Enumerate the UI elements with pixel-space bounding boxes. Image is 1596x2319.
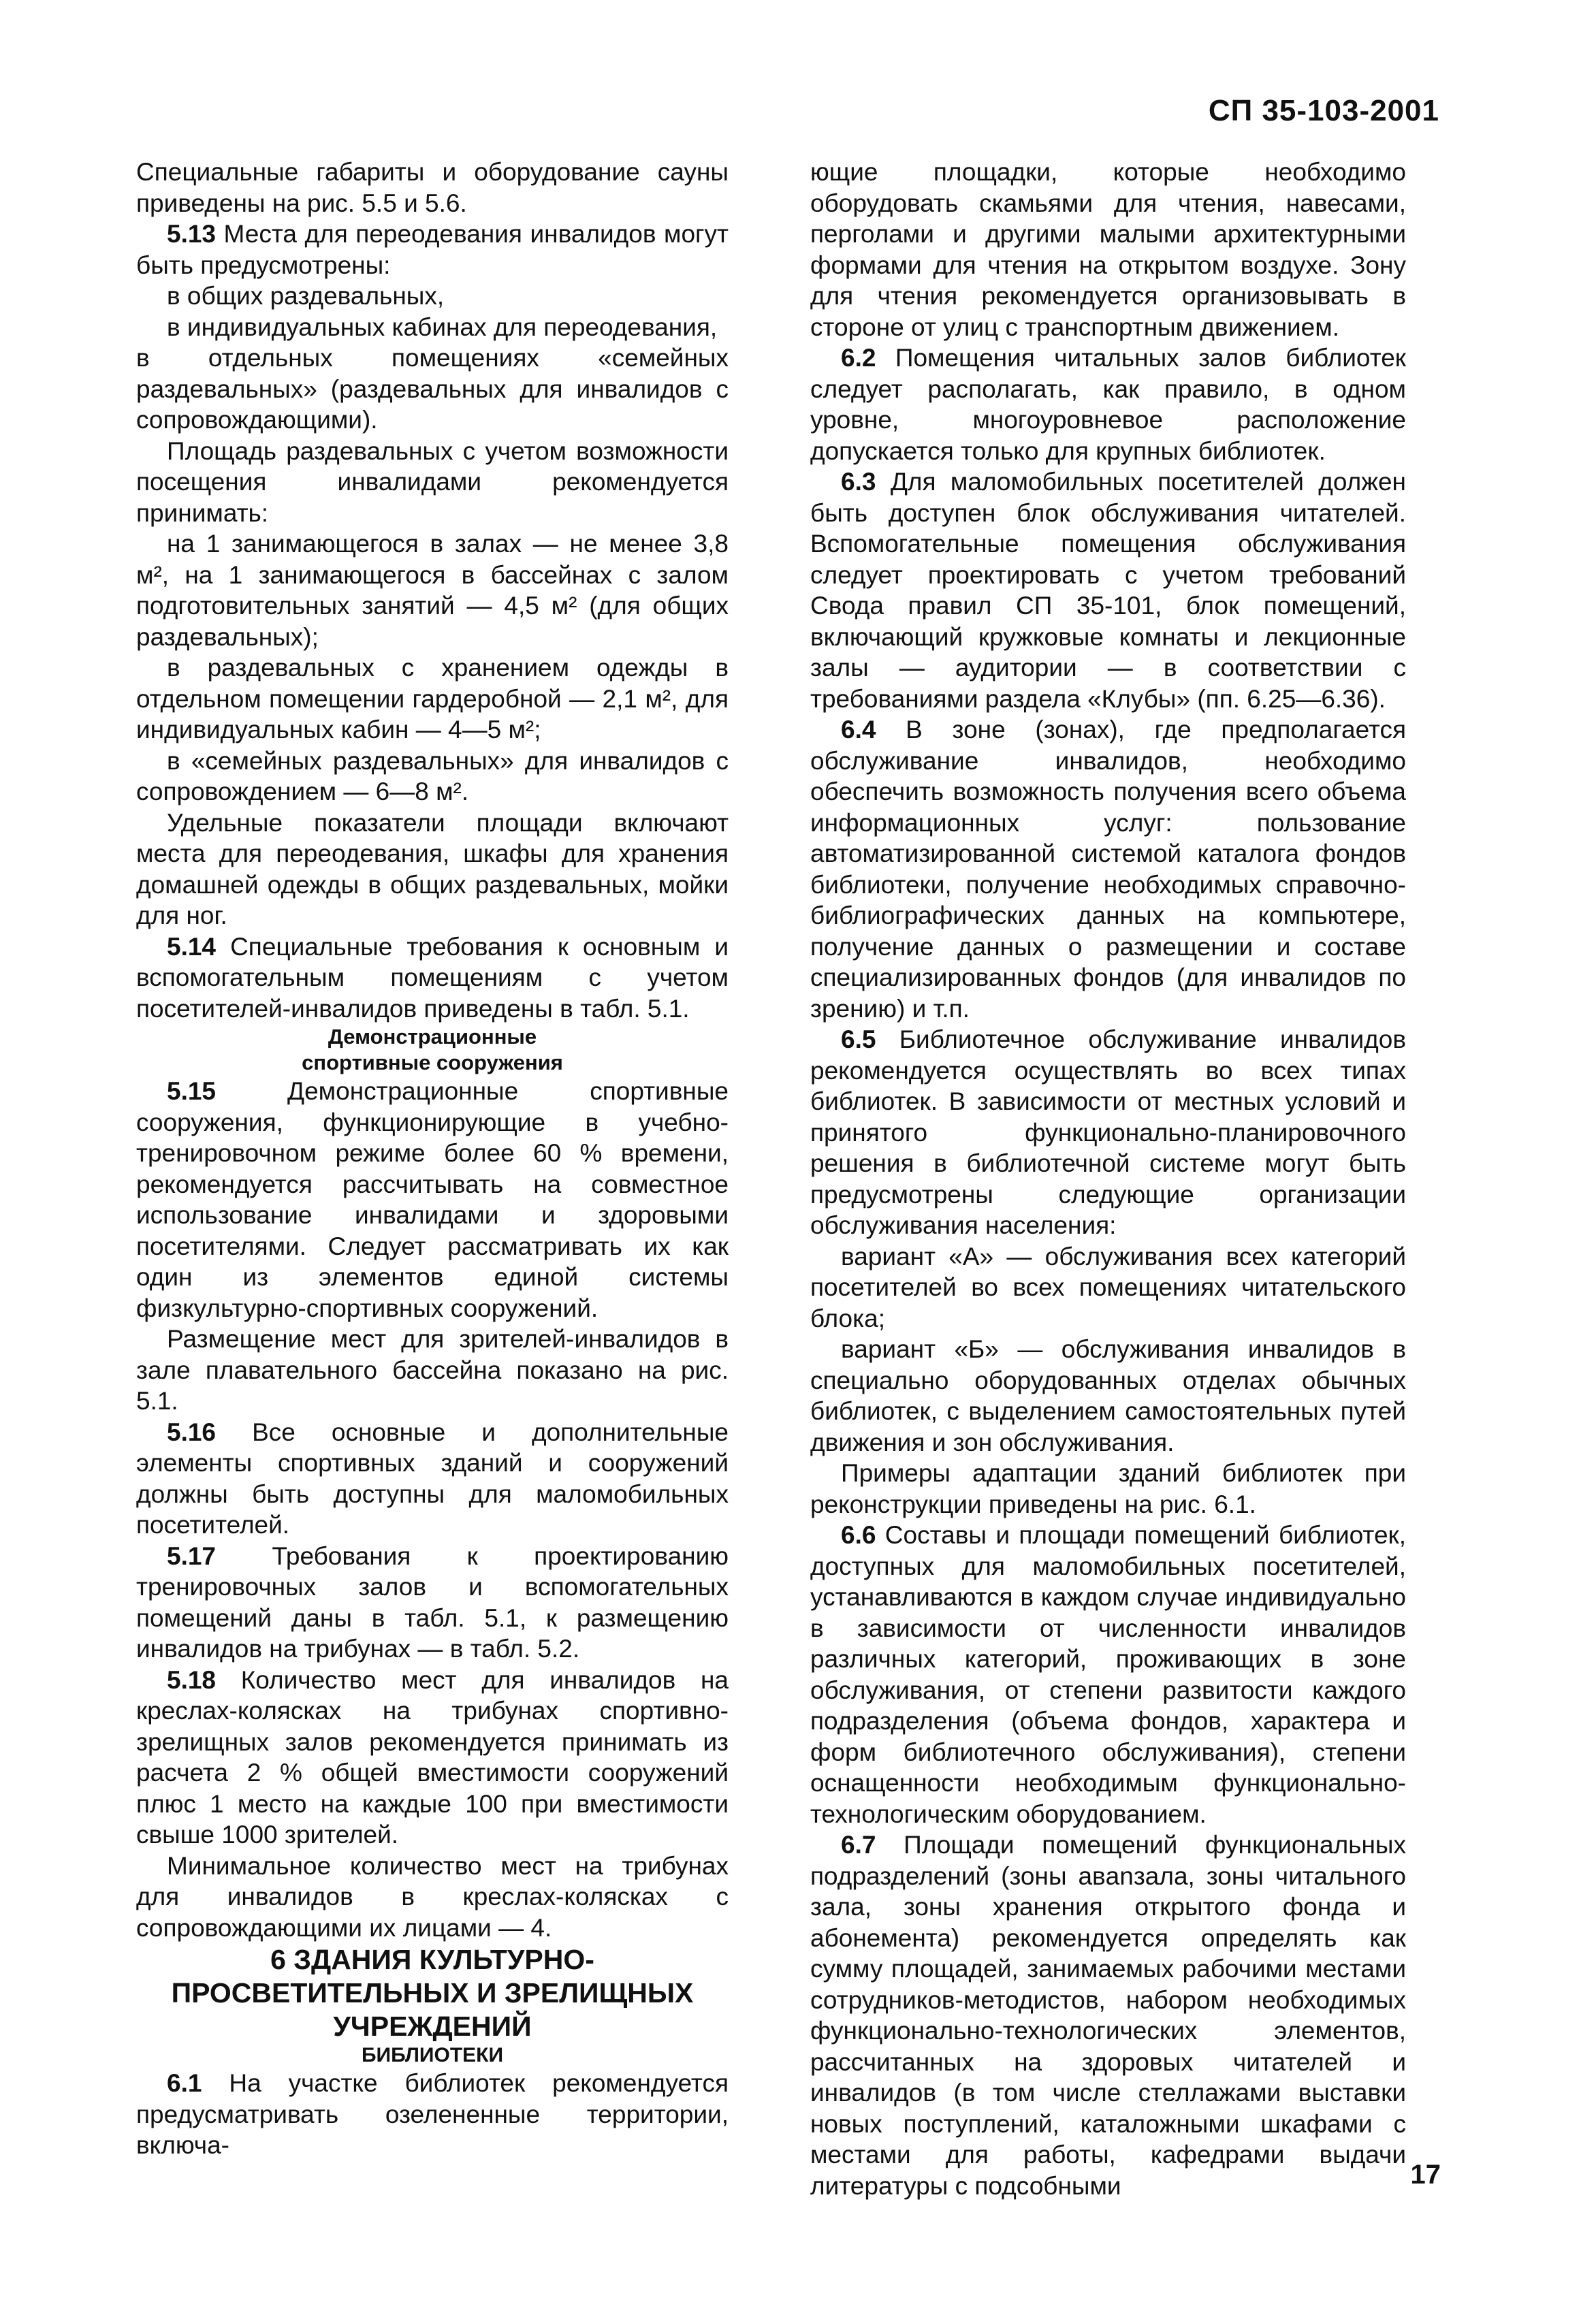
clause-text: Демонстрационные спортивные сооружения, функционирующие в учебно-тренировочном режиме более 60 % времени, рекомендуется рассчитывать на совместное использование инвалидами и здоровыми посетителями. Следует рассматривать их как один из элементов единой системы физкультурно-спортивных сооружений.: [136, 1077, 729, 1322]
clause-text: Все основные и дополнительные элементы спортивных зданий и сооружений должны быть доступны для маломобильных посетителей.: [136, 1418, 729, 1539]
clause-text: В зоне (зонах), где предполагается обслуживание инвалидов, необходимо обеспечить возможность получения всего объема информационных услуг: пользование автоматизированной системой каталога фондов библиотеки, получение необходимых справочно-библиографических данных на компьютере, получение данных о размещении и составе специализированных фондов (для инвалидов по зрению) и т.п.: [810, 716, 1406, 1023]
list-item: вариант «А» — обслуживания всех категорий посетителей во всех помещениях читательского блока;: [810, 1242, 1406, 1332]
clause-text: Библиотечное обслуживание инвалидов рекомендуется осуществлять во всех типах библиотек. В зависимости от местных условий и принятого функционально-планировочного решения в библиотечной системе могут быть предусмотрены следующие организации обслуживания населения:: [810, 1025, 1406, 1239]
clause-number: 5.16: [167, 1418, 217, 1446]
section-subheading: БИБЛИОТЕКИ: [361, 2044, 504, 2066]
clause-text: Требования к проектированию тренировочных залов и вспомогательных помещений даны в табл. 5.1, к размещению инвалидов на трибунах — в табл. 5.2.: [136, 1541, 729, 1663]
document-code: СП 35-103-2001: [1208, 94, 1439, 127]
chapter-heading-line: УЧРЕЖДЕНИЙ: [333, 2011, 532, 2042]
paragraph: Специальные габариты и оборудование сауны приведены на рис. 5.5 и 5.6.: [136, 158, 729, 217]
clause-number: 6.6: [841, 1521, 876, 1549]
clause-number: 6.3: [841, 468, 876, 496]
clause-6-6: [810, 1520, 1406, 1829]
clause-number: 6.1: [167, 2069, 202, 2097]
subheading-line: Демонстрационные: [328, 1025, 537, 1049]
clause-number: 5.15: [167, 1077, 217, 1105]
clause-5-18: [136, 1665, 729, 1851]
clause-5-16: [136, 1417, 729, 1541]
clause-6-7: [810, 1829, 1406, 2201]
clause-text: На участке библиотек рекомендуется предусматривать озелененные территории, включа-: [136, 2069, 729, 2159]
section-subheading: [136, 1024, 729, 1076]
clause-number: 5.14: [167, 932, 217, 961]
clause-5-17: [136, 1541, 729, 1665]
clause-number: 5.18: [167, 1665, 217, 1694]
clause-5-14: [136, 931, 729, 1025]
clause-6-2: [810, 342, 1406, 466]
page-number: 17: [1410, 2160, 1441, 2190]
clause-6-3: [810, 466, 1406, 714]
clause-6-4: [810, 714, 1406, 1024]
paragraph: ющие площадки, которые необходимо оборудовать скамьями для чтения, навесами, перголами и другими малыми архитектурными формами для чтения на открытом воздухе. Зону для чтения рекомендуется организовывать в стороне от улиц с транспортным движением.: [810, 158, 1406, 341]
list-item: в общих раздевальных,: [167, 282, 445, 310]
clause-text: Помещения читальных залов библиотек следует располагать, как правило, в одном уровне, многоуровневое расположение допускается только для крупных библиотек.: [810, 344, 1406, 465]
list-item: вариант «Б» — обслуживания инвалидов в специально оборудованных отделах обычных библиотек, с выделением самостоятельных путей движения и зон обслуживания.: [810, 1335, 1406, 1456]
clause-number: 5.13: [167, 220, 217, 248]
chapter-heading-line: 6 ЗДАНИЯ КУЛЬТУРНО-: [270, 1944, 594, 1975]
list-item: на 1 занимающегося в залах — не менее 3,8 м², на 1 занимающегося в бассейнах с залом подготовительных занятий — 4,5 м² (для общих раздевальных);: [136, 530, 729, 651]
clause-number: 6.4: [841, 716, 876, 743]
clause-number: 6.7: [841, 1831, 876, 1859]
list-item: в «семейных раздевальных» для инвалидов с сопровождением — 6—8 м².: [136, 746, 729, 805]
clause-text: Специальные требования к основным и вспомогательным помещениям с учетом посетителей-инвалидов приведены в табл. 5.1.: [136, 932, 729, 1023]
paragraph: Примеры адаптации зданий библиотек при реконструкции приведены на рис. 6.1.: [810, 1459, 1406, 1518]
left-column: [136, 157, 729, 2161]
list-item: в раздевальных с хранением одежды в отдельном помещении гардеробной — 2,1 м², для индивидуальных кабин — 4—5 м²;: [136, 654, 729, 743]
paragraph: Размещение мест для зрителей-инвалидов в зале плавательного бассейна показано на рис. 5.1.: [136, 1325, 729, 1415]
clause-5-15: [136, 1076, 729, 1324]
paragraph: Минимальное количество мест на трибунах для инвалидов в креслах-колясках с сопровождающими их лицами — 4.: [136, 1851, 729, 1942]
clause-text: Количество мест для инвалидов на креслах-колясках на трибунах спортивно-зрелищных залов рекомендуется принимать из расчета 2 % общей вместимости сооружений плюс 1 место на каждые 100 при вместимости свыше 1000 зрителей.: [136, 1665, 729, 1849]
clause-5-13: [136, 219, 729, 281]
clause-6-5: [810, 1024, 1406, 1241]
list-item: в отдельных помещениях «семейных раздевальных» (раздевальных для инвалидов с сопровождающими).: [136, 344, 729, 434]
clause-text: Площади помещений функциональных подразделений (зоны авanзала, зоны читального зала, зоны хранения открытого фонда и абонемента) рекомендуется определять как сумму площадей, занимаемых рабочими местами сотрудников-методистов, набором необходимых функционально-технологических элементов, рассчитанных на здоровых читателей и инвалидов (в том числе стеллажами выставки новых поступлений, каталожными шкафами с местами для работы, кафедрами выдачи литературы с подсобными: [810, 1831, 1406, 2200]
clause-number: 6.2: [841, 344, 876, 372]
clause-number: 5.17: [167, 1541, 217, 1570]
clause-number: 6.5: [841, 1025, 876, 1053]
clause-text: Составы и площади помещений библиотек, доступных для маломобильных посетителей, устанавливаются в каждом случае индивидуально в зависимости от численности инвалидов различных категорий, проживающих в зоне обслуживания, от степени развитости каждого подразделения (объема фондов, характера и форм библиотечного обслуживания), степени оснащенности необходимым функционально-технологическим оборудованием.: [810, 1521, 1406, 1828]
clause-text: Места для переодевания инвалидов могут быть предусмотрены:: [136, 220, 729, 279]
clause-text: Для маломобильных посетителей должен быть доступен блок обслуживания читателей. Вспомогательные помещения обслуживания следует проектировать с учетом требований Свода правил СП 35-101, блок помещений, включающий кружковые комнаты и лекционные залы — аудитории — в соответствии с требованиями раздела «Клубы» (пп. 6.25—6.36).: [810, 468, 1406, 713]
chapter-heading: [136, 1943, 729, 2043]
clause-6-1: [136, 2068, 729, 2161]
chapter-heading-line: ПРОСВЕТИТЕЛЬНЫХ И ЗРЕЛИЩНЫХ: [171, 1977, 694, 2009]
paragraph: Удельные показатели площади включают места для переодевания, шкафы для хранения домашней одежды в общих раздевальных, мойки для ног.: [136, 808, 729, 929]
paragraph: Площадь раздевальных с учетом возможности посещения инвалидами рекомендуется принимать:: [136, 436, 729, 527]
subheading-line: спортивные сооружения: [302, 1051, 563, 1074]
right-column: [810, 157, 1406, 2201]
list-item: в индивидуальных кабинах для переодевания,: [167, 313, 718, 341]
